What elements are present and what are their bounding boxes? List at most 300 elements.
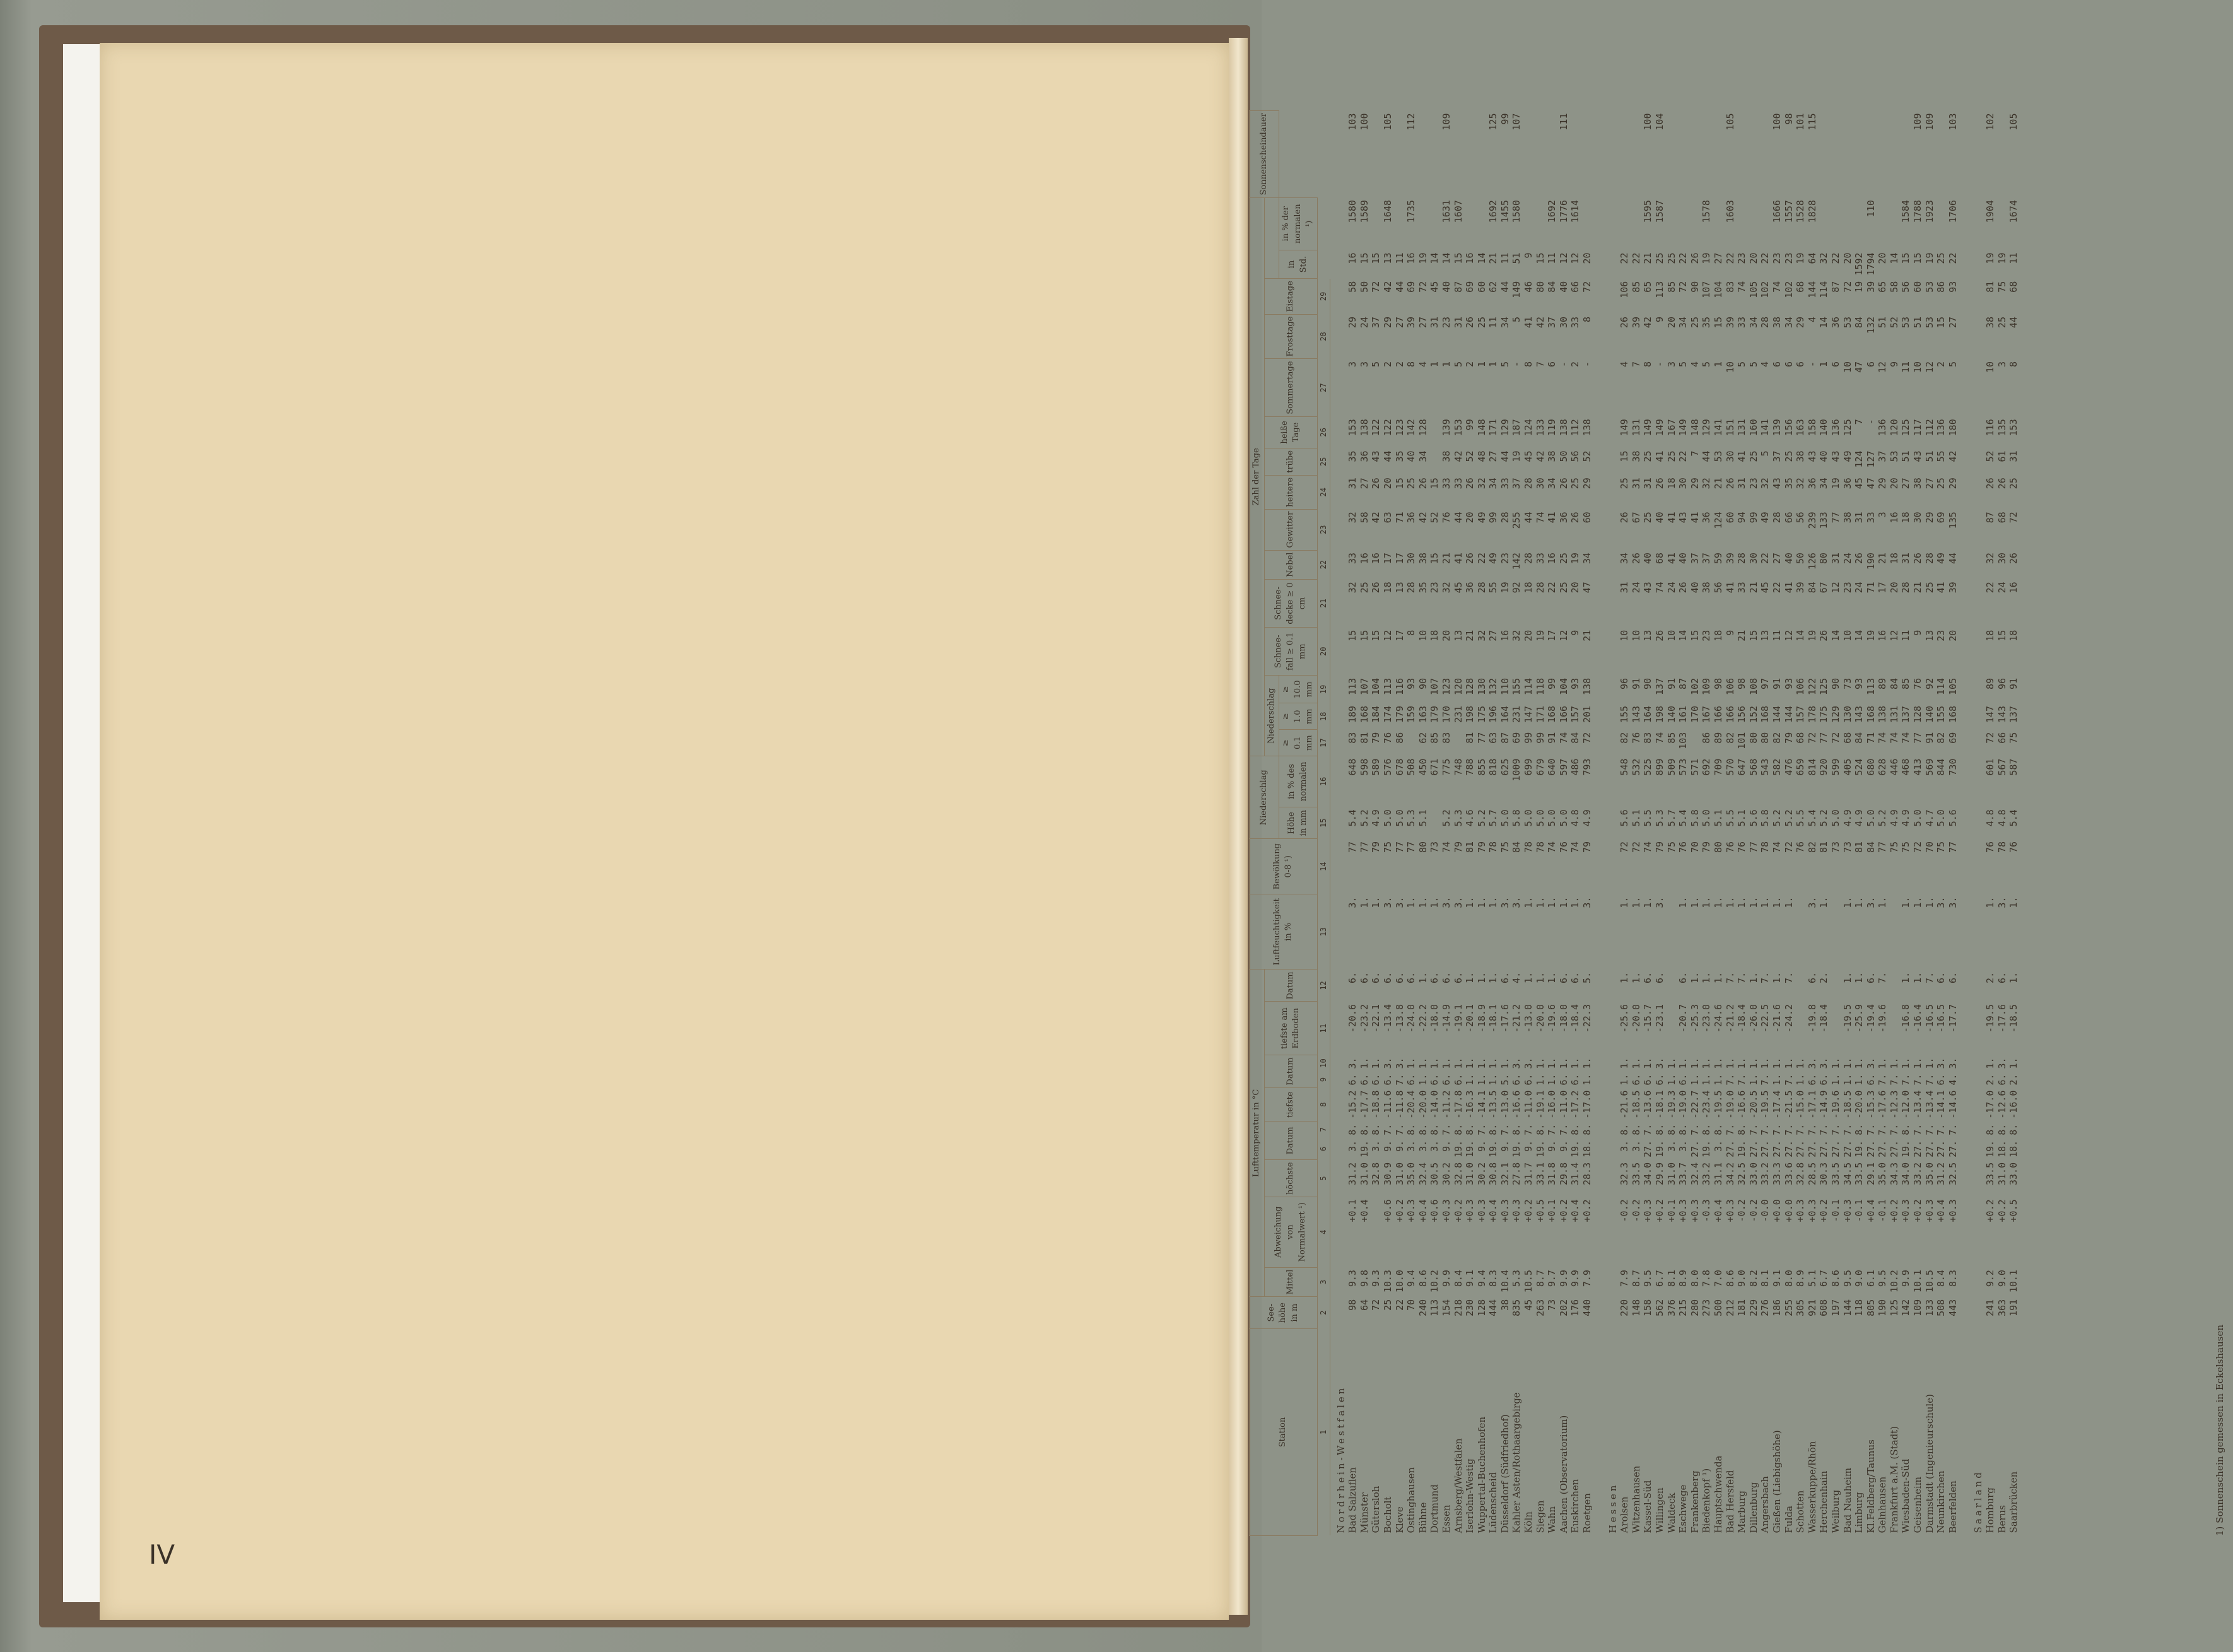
table-cell: 142 [1405, 419, 1417, 436]
table-cell: 18 [2008, 630, 2020, 641]
table-cell: 22 [1724, 252, 1736, 264]
table-cell: 75 [2008, 732, 2020, 744]
table-cell: 1. [1853, 896, 1865, 908]
table-cell: 21 [1747, 582, 1759, 594]
table-cell: 19 [1569, 553, 1581, 565]
table-cell: 1. [1464, 971, 1476, 983]
table-cell [1546, 111, 1558, 198]
table-cell: 4. [1947, 1074, 1959, 1086]
table-cell: -13.4 [1923, 1090, 1935, 1119]
table-cell: 1. [1712, 896, 1724, 908]
table-cell: 32.8 [1795, 1162, 1807, 1186]
table-cell: 571 [1689, 758, 1701, 776]
table-cell: 67 [1630, 512, 1642, 524]
table-cell [1464, 111, 1476, 198]
table-cell: 43 [1912, 450, 1924, 462]
table-cell: 3. [1417, 1140, 1429, 1152]
table-row [1677, 111, 1689, 1536]
table-cell: 131 [1888, 705, 1900, 723]
table-cell: 41 [1689, 512, 1701, 524]
table-row [1795, 111, 1807, 1536]
table-cell: 4.9 [1581, 809, 1593, 827]
table-cell: 5.0 [1546, 809, 1558, 827]
table-cell: - [1557, 361, 1569, 367]
table-cell: 7. [1877, 1123, 1889, 1135]
table-cell: 1794 [1865, 252, 1877, 276]
table-cell: 5 [1452, 361, 1464, 367]
table-cell: 19. [1701, 1140, 1713, 1157]
table-cell: 19. [1511, 1140, 1523, 1157]
table-cell: 65 [1642, 281, 1654, 293]
table-cell: 25 [1557, 553, 1569, 565]
header-zahl-der-tage: Zahl der Tage [1250, 197, 1265, 756]
table-cell [1748, 111, 1760, 198]
table-cell: 587 [2008, 758, 2020, 776]
column-number: 18 [1317, 703, 1330, 730]
table-cell: 125 [1888, 1299, 1900, 1316]
table-cell: 12 [1569, 252, 1581, 264]
table-cell: 8. [1900, 1123, 1912, 1135]
column-number: 7 [1317, 1122, 1330, 1138]
table-cell: 29.8 [1557, 1162, 1569, 1186]
table-cell: 37 [1771, 450, 1783, 462]
table-cell: 13 [1923, 630, 1935, 641]
table-cell: -19.6 [1546, 1004, 1558, 1033]
table-cell: 42 [1417, 512, 1429, 524]
table-cell: 1. [1984, 896, 1996, 908]
table-cell: 45 [1452, 582, 1464, 594]
table-cell: 106 [1724, 677, 1736, 695]
table-cell: 3. [1947, 896, 1959, 908]
table-cell: 14 [1429, 252, 1441, 264]
station-name: Köln [1523, 1511, 1535, 1533]
table-cell: 11 [2008, 252, 2020, 264]
table-cell: 74 [1736, 281, 1748, 293]
table-cell: 72 [1677, 281, 1689, 293]
header-tiefste: tiefste [1264, 1088, 1317, 1122]
table-cell: 140 [1923, 705, 1935, 723]
table-cell: +0.3 [1724, 1199, 1736, 1222]
table-cell: 113 [1347, 677, 1359, 695]
table-cell: 52 [1581, 450, 1593, 462]
table-cell: 202 [1557, 1299, 1569, 1316]
table-cell: 1. [1630, 1057, 1642, 1069]
table-cell: 1455 [1499, 200, 1511, 223]
table-cell: 31 [1429, 317, 1441, 329]
table-cell: 99 [1464, 419, 1476, 431]
table-cell: - [1654, 361, 1665, 367]
table-cell: 11 [1771, 630, 1783, 641]
table-cell: 8. [1464, 1123, 1476, 1135]
table-cell: 43 [1677, 512, 1689, 524]
table-cell: 20 [1581, 252, 1593, 264]
table-cell: 114 [1818, 281, 1830, 298]
table-cell: 1. [1523, 971, 1535, 983]
column-number: 12 [1317, 970, 1330, 1002]
table-cell: 855 [1475, 758, 1487, 776]
table-cell: 1. [1546, 896, 1558, 908]
table-cell: 6 [1546, 361, 1558, 367]
table-cell: 164 [1499, 705, 1511, 723]
table-cell: 9. [1381, 1140, 1393, 1152]
table-cell: 27. [1642, 1140, 1654, 1157]
table-cell: 625 [1499, 758, 1511, 776]
table-cell: 1. [2008, 896, 2020, 908]
table-cell: 73 [1829, 841, 1841, 853]
table-cell: 11 [1900, 630, 1912, 641]
table-cell: 158 [1642, 1299, 1654, 1316]
table-row [1996, 111, 2008, 1536]
table-cell: 27. [1759, 1140, 1771, 1157]
table-cell: 19. [1569, 1140, 1581, 1157]
table-cell: 38 [1440, 450, 1452, 462]
table-cell: 87 [1829, 281, 1841, 293]
table-cell: 189 [1347, 705, 1359, 723]
table-cell: 85 [1429, 732, 1441, 744]
table-cell: 74 [1654, 582, 1665, 594]
table-cell [1701, 111, 1713, 198]
table-cell: 1. [1499, 1057, 1511, 1069]
table-cell: 13 [1759, 630, 1771, 641]
table-cell: 27. [1912, 1140, 1924, 1157]
table-cell: 1607 [1452, 200, 1464, 223]
table-cell: 21 [1712, 477, 1724, 489]
table-cell: 55 [1935, 450, 1947, 462]
table-cell: 11 [1487, 317, 1499, 329]
table-cell: 163 [1417, 705, 1429, 723]
table-cell: 38 [1795, 450, 1807, 462]
table-cell: 105 [1724, 113, 1736, 131]
table-cell: 6. [1569, 1074, 1581, 1086]
table-cell: 49 [1475, 512, 1487, 524]
table-cell: 9.1 [1464, 1270, 1476, 1287]
table-cell: 152 [1747, 705, 1759, 723]
table-cell: 44 [1499, 450, 1511, 462]
table-cell: 10 [1619, 630, 1631, 641]
table-cell: 79 [1475, 841, 1487, 853]
table-cell: -22.3 [1581, 1004, 1593, 1033]
table-row [1569, 111, 1581, 1536]
table-cell: 7. [1523, 1123, 1535, 1135]
table-cell: 41 [1783, 582, 1795, 594]
station-name: Berus [1996, 1505, 2008, 1533]
table-cell: 6. [1347, 971, 1359, 983]
table-cell: 34 [1783, 317, 1795, 329]
table-cell: 6. [1935, 1074, 1947, 1086]
table-cell: -12.6 [1996, 1090, 2008, 1119]
table-cell: 4 [1417, 361, 1429, 367]
table-cell: 3 [1665, 361, 1677, 367]
station-name: Limburg [1853, 1492, 1865, 1533]
table-cell: 75 [1665, 841, 1677, 853]
table-cell: 4.9 [1900, 809, 1912, 827]
table-cell: 30.5 [1429, 1162, 1441, 1186]
table-cell: -19.8 [1806, 1004, 1818, 1033]
table-cell: 5 [1947, 361, 1959, 367]
table-cell: 20 [1665, 317, 1677, 329]
table-cell [1830, 197, 1842, 250]
table-cell: 31.0 [1358, 1162, 1370, 1186]
table-cell: 1. [1405, 1057, 1417, 1069]
column-number: 1 [1317, 1329, 1330, 1536]
table-cell: +0.3 [1511, 1199, 1523, 1222]
table-cell: 1. [1417, 1074, 1429, 1086]
table-cell: 3. [1865, 896, 1877, 908]
table-cell: 201 [1581, 705, 1593, 723]
table-cell: +0.4 [1865, 1199, 1877, 1222]
table-cell: 1. [1429, 1057, 1441, 1069]
table-cell: 86 [1935, 281, 1947, 293]
table-row [1464, 111, 1476, 1536]
table-cell: 805 [1865, 1299, 1877, 1316]
table-cell: 7. [1923, 1074, 1935, 1086]
table-cell: 3. [1581, 896, 1593, 908]
table-cell: 126 [1806, 553, 1818, 570]
header-row-1 [1250, 111, 1265, 1536]
table-cell: 4.6 [1464, 809, 1476, 827]
table-cell: 5.6 [1947, 809, 1959, 827]
header-heitere: heitere [1264, 475, 1317, 509]
table-cell: 11 [1900, 361, 1912, 373]
table-cell: 570 [1724, 758, 1736, 776]
table-cell: 60 [1912, 281, 1924, 293]
table-cell: 110 [1865, 200, 1877, 218]
table-cell: 25 [1689, 317, 1701, 329]
table-cell: 6. [1935, 971, 1947, 983]
table-cell: 1. [1534, 1074, 1546, 1086]
table-cell: 1. [1557, 1057, 1569, 1069]
table-cell: 140 [1818, 419, 1830, 436]
table-row [1725, 111, 1737, 1536]
table-cell: 5.0 [1865, 809, 1877, 827]
table-cell: 170 [1440, 705, 1452, 723]
table-cell: 28 [1900, 582, 1912, 594]
section-gap [1959, 111, 1967, 1536]
table-cell: 153 [2008, 419, 2020, 436]
table-row [1535, 111, 1547, 1536]
table-cell: 14 [1475, 252, 1487, 264]
table-cell: 83 [1347, 732, 1359, 744]
table-cell: 8.9 [1677, 1270, 1689, 1287]
table-cell: 137 [1654, 677, 1665, 695]
table-cell: 3. [1405, 1140, 1417, 1152]
table-cell: 2. [1818, 971, 1830, 983]
header-niederschlag: Niederschlag [1250, 756, 1279, 839]
table-cell: -13.0 [1499, 1090, 1511, 1119]
table-cell: 37 [1877, 450, 1889, 462]
table-cell: 33.6 [1783, 1162, 1795, 1186]
table-cell: 26 [1996, 477, 2008, 489]
table-cell: -15.3 [1865, 1090, 1877, 1119]
table-cell: 3. [1523, 1057, 1535, 1069]
table-cell: 305 [1795, 1299, 1807, 1316]
table-cell: 500 [1712, 1299, 1724, 1316]
station-name: Beerfelden [1947, 1480, 1959, 1533]
table-cell: 5.8 [1759, 809, 1771, 827]
table-cell: 748 [1452, 758, 1464, 776]
table-cell: 33.5 [1630, 1162, 1642, 1186]
table-cell: 27. [1724, 1140, 1736, 1157]
table-cell: 93 [1783, 677, 1795, 689]
table-cell: 125 [1841, 419, 1853, 436]
column-number: 21 [1317, 579, 1330, 627]
table-cell [1830, 111, 1842, 198]
table-cell: 112 [1405, 113, 1417, 131]
table-cell: 51 [1912, 317, 1924, 329]
table-cell: 1. [1759, 1057, 1771, 1069]
table-row [1631, 111, 1643, 1536]
table-cell: 90 [1417, 677, 1429, 689]
table-cell: 7. [1724, 1123, 1736, 1135]
station-name: Darmstadt (Ingenieurschule) [1923, 1394, 1935, 1533]
table-cell: 39 [1630, 317, 1642, 329]
table-cell: 19 [1795, 252, 1807, 264]
table-cell: 72 [1619, 841, 1631, 853]
table-row [1935, 111, 1947, 1536]
table-cell: 19 [1853, 281, 1865, 293]
table-cell: 19. [1534, 1140, 1546, 1157]
table-cell: 1. [1619, 1074, 1631, 1086]
table-cell: 62 [1417, 732, 1429, 744]
station-name: Dillenburg [1747, 1482, 1759, 1533]
table-cell: 68 [1795, 281, 1807, 293]
table-row [1642, 111, 1654, 1536]
table-cell: 239 [1806, 512, 1818, 529]
table-cell: 1. [1487, 971, 1499, 983]
table-cell: 8.3 [1947, 1270, 1959, 1287]
table-cell: 148 [1630, 1299, 1642, 1316]
table-row [1771, 111, 1783, 1536]
table-cell: -20.0 [1853, 1090, 1865, 1119]
table-cell: 44 [1452, 512, 1464, 524]
table-cell: 30.3 [1818, 1162, 1830, 1186]
table-cell: -15.7 [1642, 1004, 1654, 1033]
table-cell: 1 [1818, 361, 1830, 367]
table-cell: 87 [1499, 732, 1511, 744]
table-cell: 1. [1689, 971, 1701, 983]
table-cell [1417, 111, 1429, 198]
table-cell: 76 [1381, 732, 1393, 744]
table-cell: 2 [1569, 361, 1581, 367]
table-cell: 6. [1947, 971, 1959, 983]
table-cell: 3. [1935, 896, 1947, 908]
table-cell: 1. [1619, 1057, 1631, 1069]
table-cell: -16.0 [2008, 1090, 2020, 1119]
table-cell: 1 [1712, 361, 1724, 367]
table-cell: 6.7 [1818, 1270, 1830, 1287]
table-cell: 1. [1923, 896, 1935, 908]
table-cell: 35.0 [1923, 1162, 1935, 1186]
header-sommertage: Sommertage [1264, 359, 1317, 416]
table-cell: 44 [1701, 450, 1713, 462]
table-cell: 3. [1393, 896, 1405, 908]
table-row [1429, 111, 1441, 1536]
table-cell: +0.3 [1677, 1199, 1689, 1222]
table-cell: 5.7 [1487, 809, 1499, 827]
table-cell: -16.8 [1900, 1004, 1912, 1033]
table-cell: 26 [1689, 252, 1701, 264]
table-cell: 5.2 [1877, 809, 1889, 827]
table-row [1654, 111, 1666, 1536]
table-cell: 52 [1464, 450, 1476, 462]
table-cell: -19.1 [1452, 1004, 1464, 1033]
table-cell: -17.7 [1358, 1090, 1370, 1119]
table-cell: 1 [1440, 361, 1452, 367]
table-cell: +0.5 [1534, 1199, 1546, 1222]
table-cell: -15.0 [1795, 1090, 1807, 1119]
table-cell: 32 [1511, 630, 1523, 641]
station-name: Neunkirchen [1935, 1470, 1947, 1533]
section-title: Hessen [1607, 1482, 1619, 1533]
table-cell [1523, 111, 1535, 198]
table-cell: 26 [1818, 630, 1830, 641]
table-cell: 27.8 [1511, 1162, 1523, 1186]
table-cell: 255 [1511, 512, 1523, 529]
table-cell: 3. [1619, 1140, 1631, 1152]
table-cell: 156 [1736, 705, 1748, 723]
table-cell: 598 [1358, 758, 1370, 776]
table-cell [1453, 730, 1465, 756]
table-cell: 25 [1665, 450, 1677, 462]
table-cell: 20 [1947, 630, 1959, 641]
table-cell: -25.9 [1853, 1004, 1865, 1033]
table-cell: 3. [1654, 1057, 1665, 1069]
table-cell: 16 [1546, 553, 1558, 565]
station-name: Gütersloh [1370, 1485, 1382, 1533]
table-cell: 1. [1581, 1074, 1593, 1086]
table-cell: 19 [1701, 252, 1713, 264]
table-cell: 66 [1783, 512, 1795, 524]
table-cell: 3 [1877, 512, 1889, 518]
table-cell: 72 [1417, 281, 1429, 293]
table-cell: 109 [1912, 1299, 1924, 1316]
table-cell: 8. [1581, 1123, 1593, 1135]
table-cell: 19 [1534, 630, 1546, 641]
station-name: Ostinghausen [1405, 1467, 1417, 1533]
station-name: Roetgen [1581, 1493, 1593, 1533]
table-cell: 7 [1853, 419, 1865, 425]
table-cell: 25 [1405, 477, 1417, 489]
table-cell: 91 [1923, 732, 1935, 744]
table-cell: 25 [1475, 317, 1487, 329]
table-cell: 33 [1347, 553, 1359, 565]
table-cell: 8. [1619, 1123, 1631, 1135]
table-cell: 8 [1523, 361, 1535, 367]
table-cell: 91 [2008, 677, 2020, 689]
table-cell: 26 [1912, 553, 1924, 565]
table-cell: 27. [1829, 1140, 1841, 1157]
table-cell: 2 [1393, 361, 1405, 367]
table-cell: 32.1 [1499, 1162, 1511, 1186]
table-cell: -14.9 [1440, 1004, 1452, 1033]
table-cell: 532 [1630, 758, 1642, 776]
table-cell: 78 [1996, 841, 2008, 853]
table-cell: 671 [1429, 758, 1441, 776]
table-cell: 26 [1984, 477, 1996, 489]
table-cell: 1. [1912, 1057, 1924, 1069]
column-number: 25 [1317, 448, 1330, 475]
table-cell: 93 [1405, 677, 1417, 689]
table-row [2008, 111, 2020, 1536]
table-cell: 508 [1935, 1299, 1947, 1316]
table-cell: 920 [1818, 758, 1830, 776]
table-cell: 33.0 [2008, 1162, 2020, 1186]
table-cell: 15 [1452, 252, 1464, 264]
table-cell: 72 [1806, 732, 1818, 744]
table-cell: 78 [1759, 841, 1771, 853]
table-cell: 7. [1759, 971, 1771, 983]
table-cell: 6. [1452, 971, 1464, 983]
